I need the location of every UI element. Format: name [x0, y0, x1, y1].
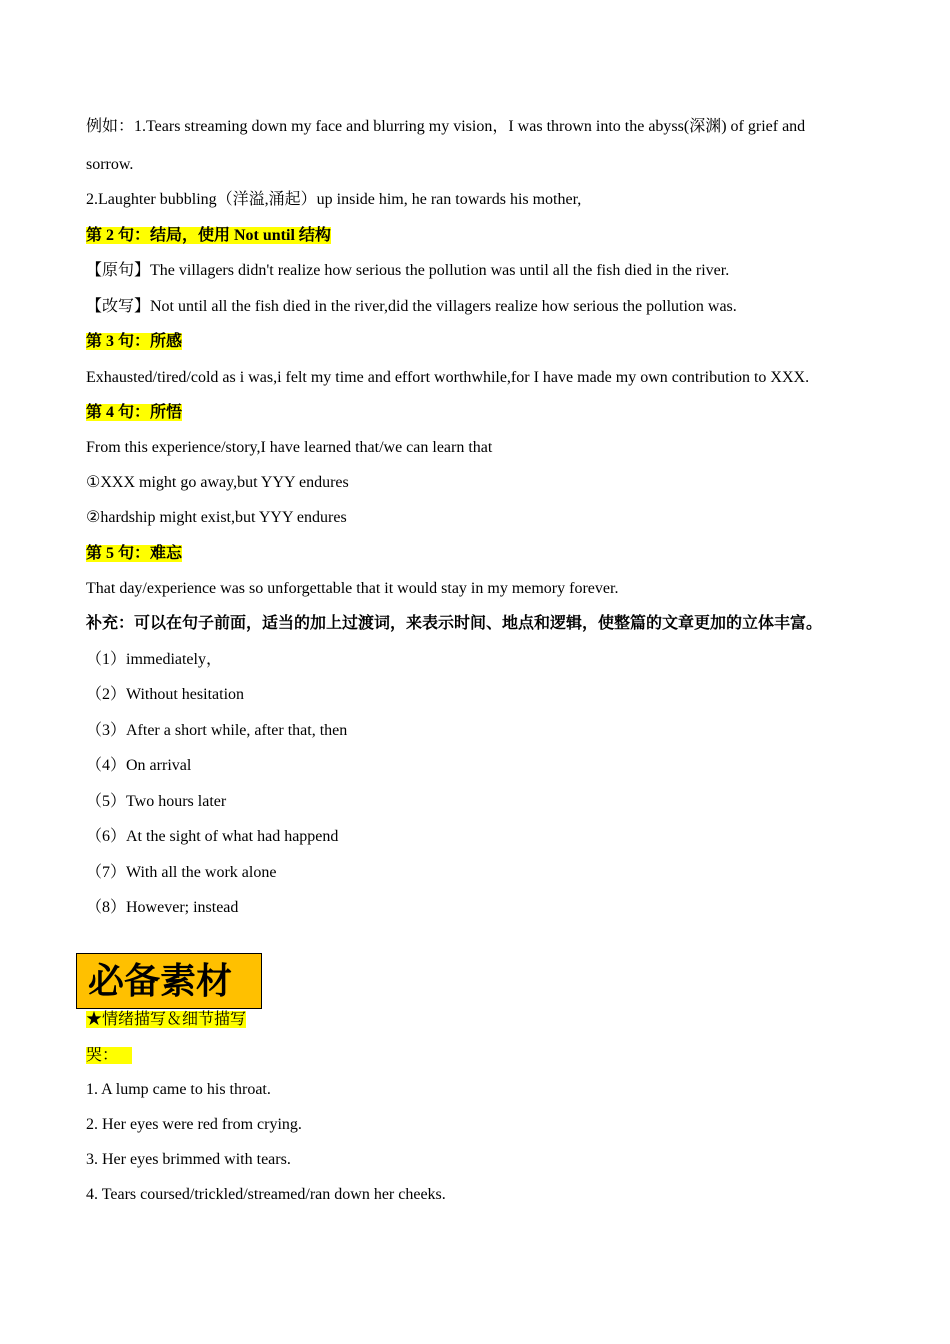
list-item: 4. Tears coursed/trickled/streamed/ran down her cheeks. — [86, 1186, 446, 1203]
sentence-4-text: From this experience/story,I have learned that/we can learn that — [86, 439, 493, 456]
sentence-2-original: 【原句】The villagers didn't realize how serious the pollution was until all the fish died in the river. — [86, 262, 730, 279]
list-item: （8）However; instead — [86, 899, 239, 916]
example-line-1-cont: sorrow. — [86, 156, 134, 173]
sentence-3-heading: 第 3 句：所感 — [86, 333, 183, 350]
materials-subheading: ★情绪描写＆细节描写 — [86, 1011, 247, 1028]
materials-title-box — [76, 953, 262, 1009]
list-item: （6）At the sight of what had happend — [86, 828, 339, 845]
list-item: （1）immediately， — [86, 651, 222, 668]
cry-label: 哭： — [86, 1046, 132, 1066]
list-item: 2. Her eyes were red from crying. — [86, 1116, 302, 1133]
sentence-4-option-1: ①XXX might go away,but YYY endures — [86, 474, 349, 491]
list-item: （3）After a short while, after that, then — [86, 722, 348, 739]
sentence-2-heading: 第 2 句：结局，使用 Not until 结构 — [86, 227, 331, 244]
example-line-1: 例如：1.Tears streaming down my face and blurring my vision，I was thrown into the abyss(深渊) of grief and — [86, 118, 806, 135]
list-item: （2）Without hesitation — [86, 686, 245, 703]
sentence-4-heading: 第 4 句：所悟 — [86, 404, 183, 421]
list-item: 3. Her eyes brimmed with tears. — [86, 1151, 291, 1168]
list-item: （4）On arrival — [86, 757, 192, 774]
sentence-2-rewrite: 【改写】Not until all the fish died in the river,did the villagers realize how serious the pollution was. — [86, 298, 737, 315]
example-line-2: 2.Laughter bubbling（洋溢,涌起）up inside him, he ran towards his mother, — [86, 191, 582, 208]
sentence-5-text: That day/experience was so unforgettable that it would stay in my memory forever. — [86, 580, 619, 597]
list-item: （7）With all the work alone — [86, 864, 277, 881]
sentence-4-option-2: ②hardship might exist,but YYY endures — [86, 509, 347, 526]
sentence-3-text: Exhausted/tired/cold as i was,i felt my time and effort worthwhile,for I have made my own contribution to XXX. — [86, 369, 810, 386]
materials-title: 必备素材 — [88, 961, 233, 1002]
list-item: 1. A lump came to his throat. — [86, 1081, 271, 1098]
sentence-5-heading: 第 5 句：难忘 — [86, 545, 183, 562]
list-item: （5）Two hours later — [86, 793, 227, 810]
supplement-heading: 补充：可以在句子前面，适当的加上过渡词，来表示时间、地点和逻辑，使整篇的文章更加的立体丰富。 — [86, 615, 823, 632]
